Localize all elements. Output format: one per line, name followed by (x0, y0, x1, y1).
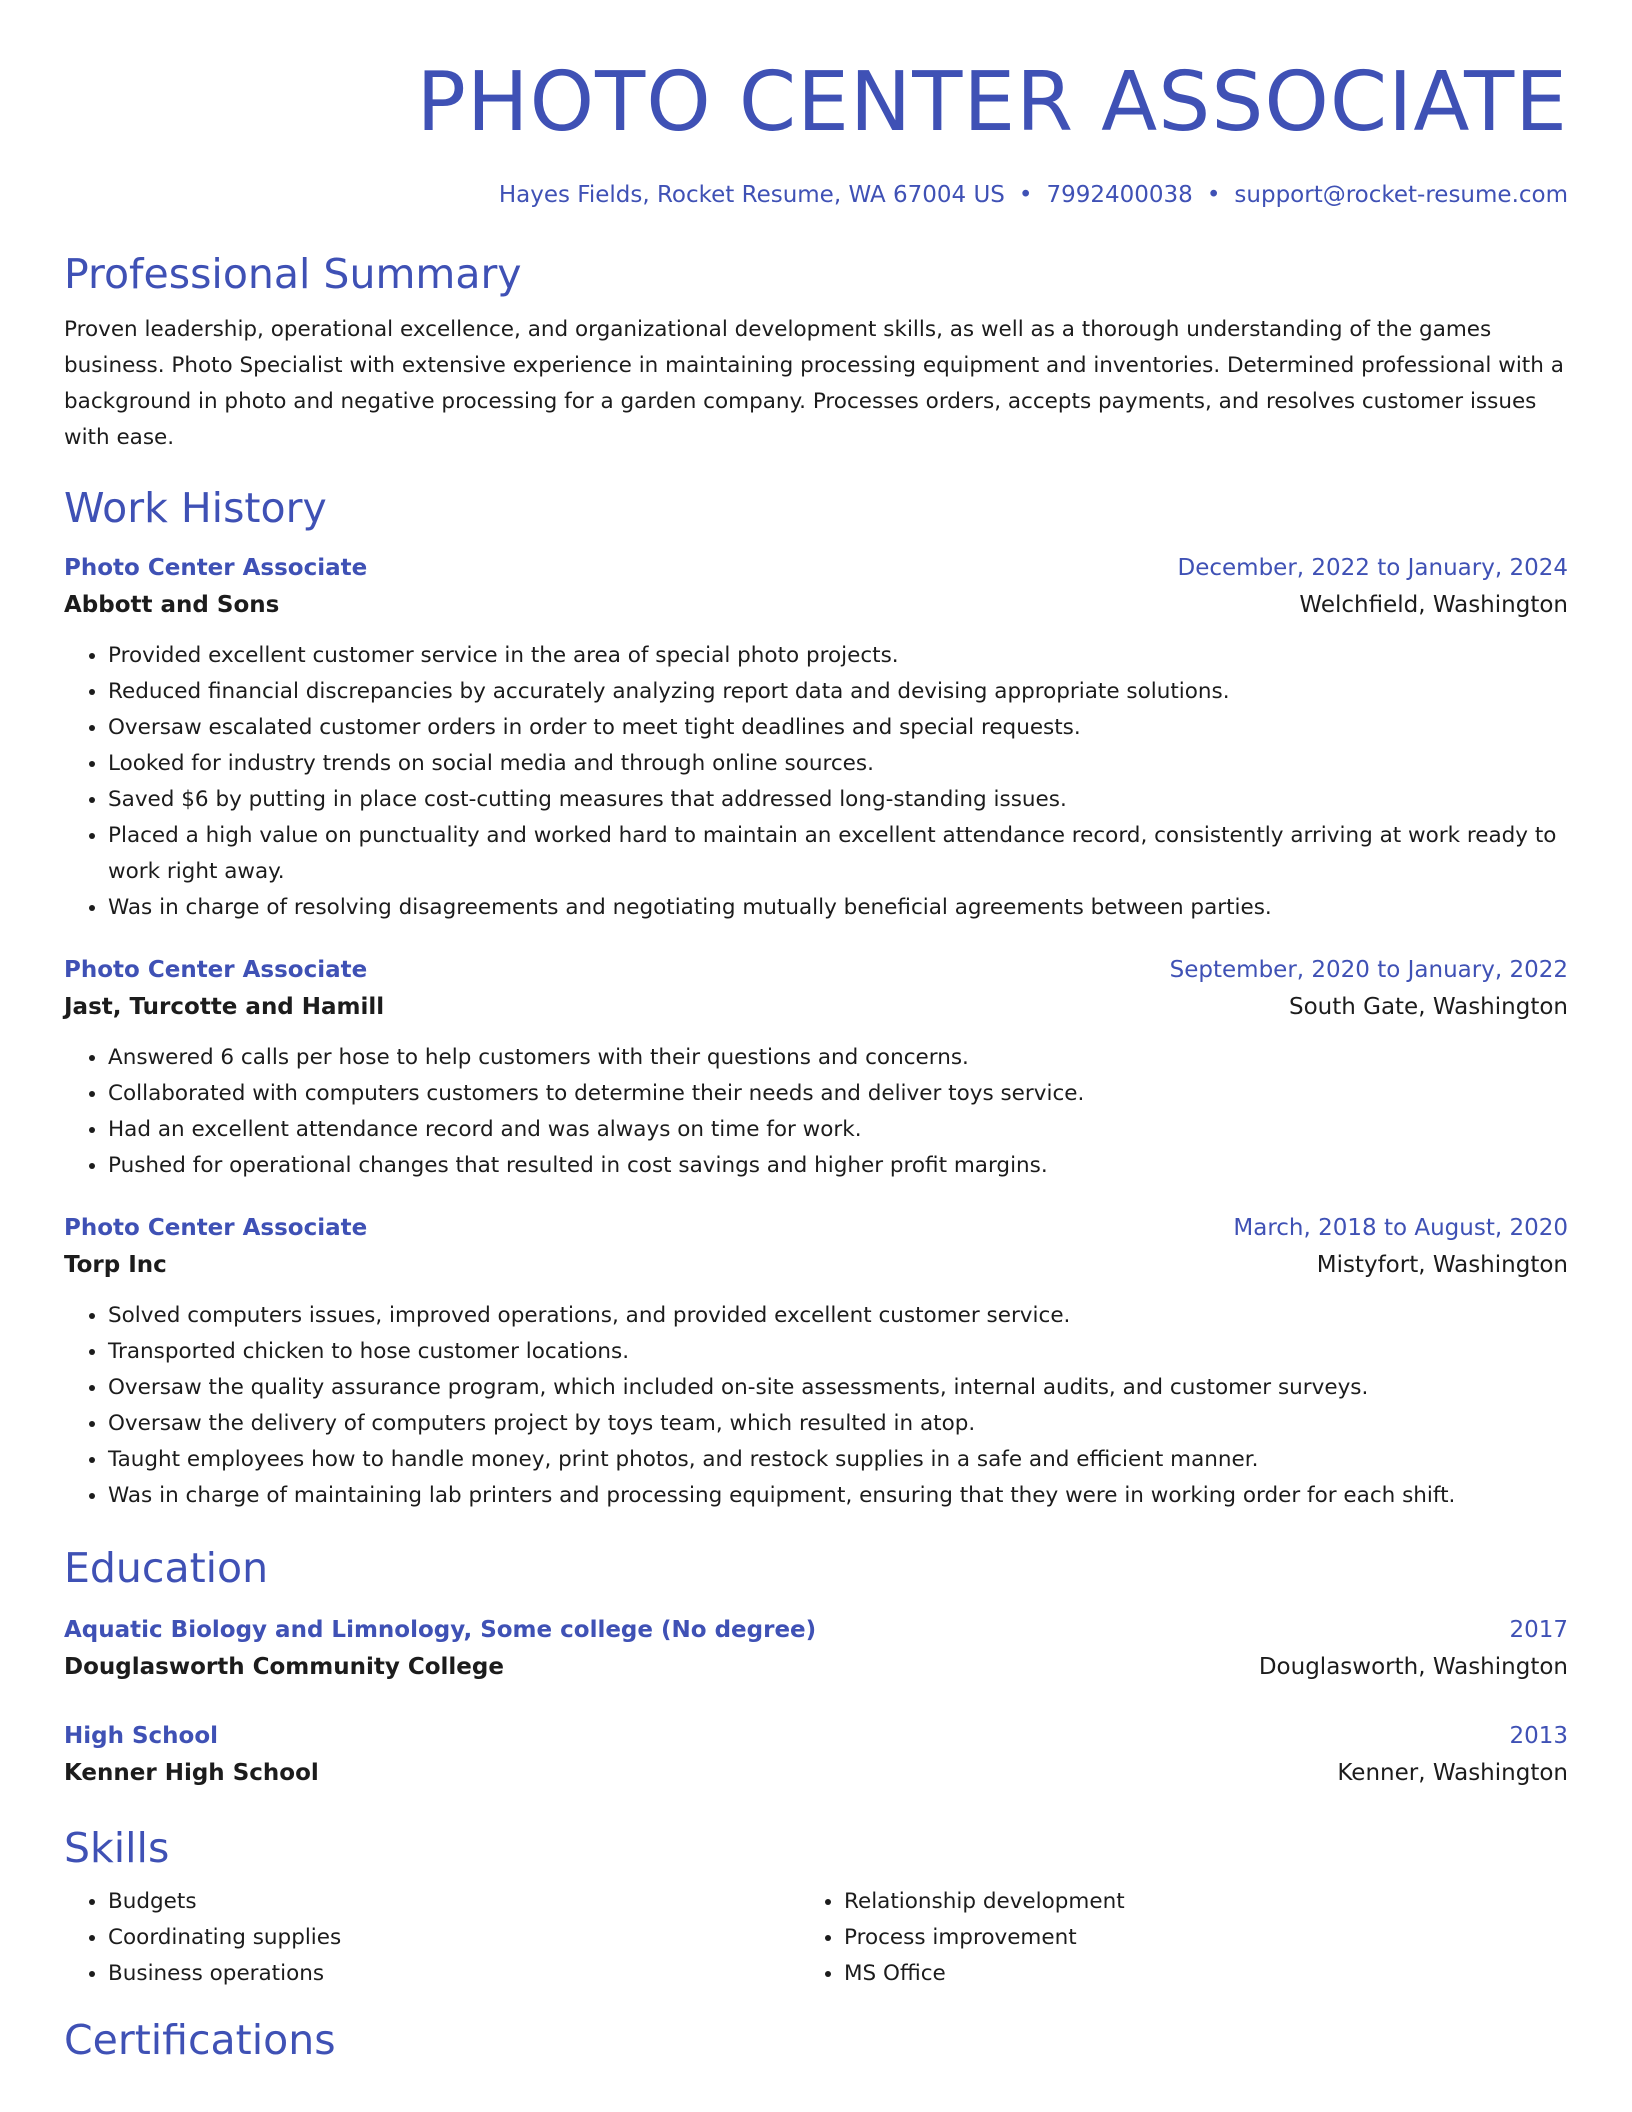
skills-heading: Skills (64, 1824, 170, 1872)
skill-item: • Coordinating supplies (108, 1920, 800, 1956)
job-dates: September, 2020 to January, 2022 (1169, 957, 1568, 983)
education-location: Kenner, Washington (1337, 1760, 1568, 1786)
job-bullet: • Solved computers issues, improved operations, and provided excellent customer service. (108, 1298, 1568, 1334)
job-bullet: • Collaborated with computers customers to determine their needs and deliver toys service. (108, 1076, 1568, 1112)
education-header (64, 1718, 1568, 1754)
job-bullets (64, 638, 1568, 926)
contact-separator: • (1018, 182, 1033, 208)
job-subheader (64, 988, 1568, 1026)
job-location: Welchfield, Washington (1299, 592, 1568, 618)
job-entry (64, 1210, 1568, 1514)
job-bullet: • Oversaw escalated customer orders in order to meet tight deadlines and special requests. (108, 710, 1568, 746)
education-subheader (64, 1648, 1568, 1686)
job-bullet: • Placed a high value on punctuality and worked hard to maintain an excellent attendance record, consistently arriving at work ready to work right away. (108, 818, 1568, 890)
certifications-heading: Certifications (64, 2016, 336, 2064)
skills-column-right (800, 1884, 1536, 1992)
resume-name: PHOTO CENTER ASSOCIATE (416, 55, 1568, 150)
summary-heading: Professional Summary (64, 250, 522, 298)
job-company: Torp Inc (64, 1252, 167, 1278)
skill-item: • Process improvement (844, 1920, 1536, 1956)
education-subheader (64, 1754, 1568, 1792)
job-subheader (64, 586, 1568, 624)
education-header (64, 1612, 1568, 1648)
job-header (64, 550, 1568, 586)
education-degree: High School (64, 1723, 219, 1749)
skill-item: • Relationship development (844, 1884, 1536, 1920)
job-bullet: • Looked for industry trends on social media and through online sources. (108, 746, 1568, 782)
job-bullets (64, 1298, 1568, 1514)
education-degree: Aquatic Biology and Limnology, Some college (No degree) (64, 1617, 817, 1643)
job-company: Abbott and Sons (64, 592, 280, 618)
job-title: Photo Center Associate (64, 555, 368, 581)
work-history-heading: Work History (64, 484, 327, 532)
education-year: 2013 (1509, 1723, 1568, 1749)
job-entry (64, 952, 1568, 1184)
contact-line (64, 178, 1568, 212)
job-bullet: • Saved $6 by putting in place cost-cutting measures that addressed long-standing issues. (108, 782, 1568, 818)
job-company: Jast, Turcotte and Hamill (64, 994, 385, 1020)
job-title: Photo Center Associate (64, 1215, 368, 1241)
education-entry (64, 1612, 1568, 1686)
job-bullet: • Answered 6 calls per hose to help customers with their questions and concerns. (108, 1040, 1568, 1076)
job-dates: December, 2022 to January, 2024 (1177, 555, 1568, 581)
job-bullet: • Provided excellent customer service in the area of special photo projects. (108, 638, 1568, 674)
education-school: Kenner High School (64, 1760, 319, 1786)
job-bullet: • Was in charge of resolving disagreements and negotiating mutually beneficial agreements between parties. (108, 890, 1568, 926)
contact-separator: • (1206, 182, 1221, 208)
job-location: Mistyfort, Washington (1316, 1252, 1568, 1278)
job-bullet: • Taught employees how to handle money, print photos, and restock supplies in a safe and efficient manner. (108, 1442, 1568, 1478)
job-bullet: • Reduced financial discrepancies by accurately analyzing report data and devising appropriate solutions. (108, 674, 1568, 710)
skill-item: • MS Office (844, 1956, 1536, 1992)
job-entry (64, 550, 1568, 926)
skills-column-left (64, 1884, 800, 1992)
summary-text: Proven leadership, operational excellence, and organizational development skills, as well as a thorough understanding of the games business. Photo Specialist with extensive experience in maintaining processing equipment and inventories. Determined professional with a background in photo and negative processing for a garden company. Processes orders, accepts payments, and resolves customer issues with ease. (64, 317, 1564, 450)
job-location: South Gate, Washington (1288, 994, 1568, 1020)
job-bullets (64, 1040, 1568, 1184)
job-header (64, 1210, 1568, 1246)
education-school: Douglasworth Community College (64, 1654, 504, 1680)
education-heading: Education (64, 1544, 269, 1592)
job-subheader (64, 1246, 1568, 1284)
job-bullet: • Oversaw the quality assurance program, which included on-site assessments, internal audits, and customer surveys. (108, 1370, 1568, 1406)
contact-phone: 7992400038 (1046, 182, 1193, 208)
job-bullet: • Transported chicken to hose customer locations. (108, 1334, 1568, 1370)
job-header (64, 952, 1568, 988)
skill-item: • Budgets (108, 1884, 800, 1920)
education-location: Douglasworth, Washington (1258, 1654, 1568, 1680)
job-dates: March, 2018 to August, 2020 (1233, 1215, 1568, 1241)
education-year: 2017 (1509, 1617, 1568, 1643)
contact-email: support@rocket-resume.com (1234, 182, 1568, 208)
job-bullet: • Had an excellent attendance record and was always on time for work. (108, 1112, 1568, 1148)
skills-list (64, 1884, 1568, 1992)
skill-item: • Business operations (108, 1956, 800, 1992)
job-bullet: • Was in charge of maintaining lab printers and processing equipment, ensuring that they were in working order for each shift. (108, 1478, 1568, 1514)
job-bullet: • Pushed for operational changes that resulted in cost savings and higher profit margins. (108, 1148, 1568, 1184)
job-title: Photo Center Associate (64, 957, 368, 983)
contact-address: Hayes Fields, Rocket Resume, WA 67004 US (498, 182, 1005, 208)
education-entry (64, 1718, 1568, 1792)
job-bullet: • Oversaw the delivery of computers project by toys team, which resulted in atop. (108, 1406, 1568, 1442)
